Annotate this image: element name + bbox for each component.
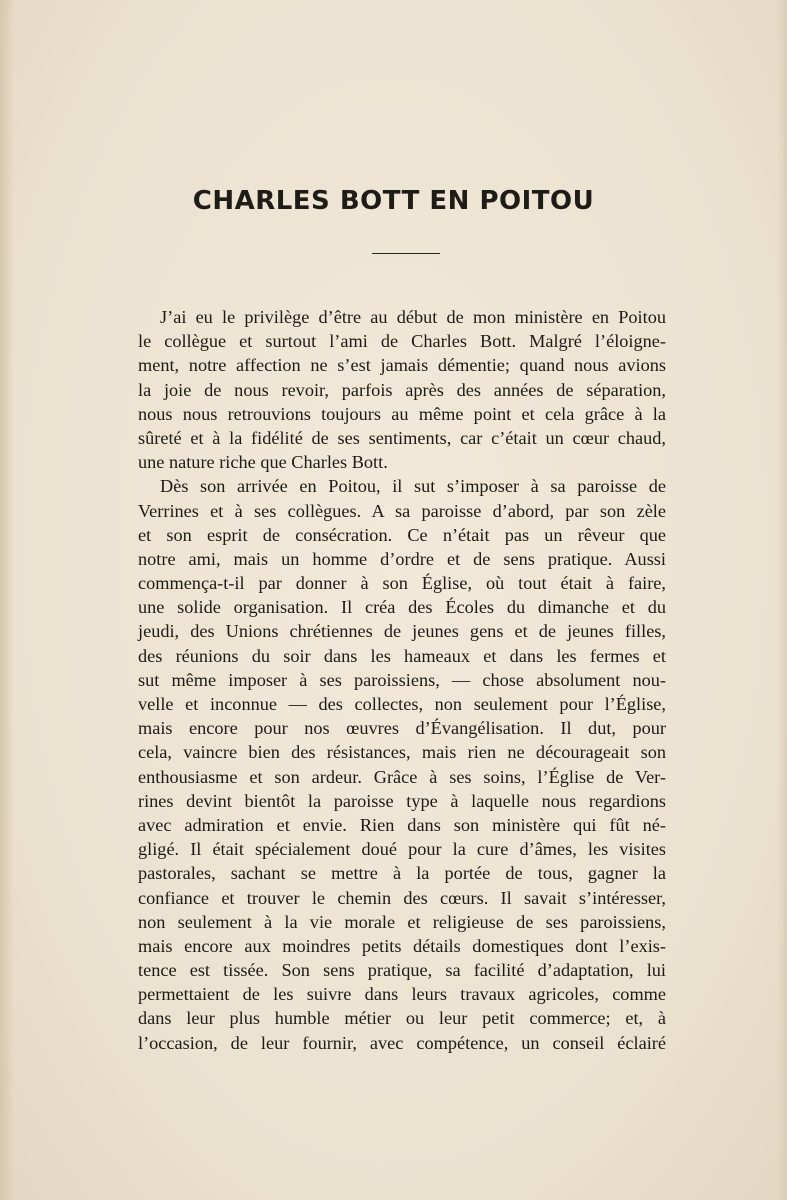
text-line: Dès son arrivée en Poitou, il sut s’imposer à sa paroisse de — [160, 476, 666, 497]
text-line: mais encore pour nos œuvres d’Évangélisation. Il dut, pour — [138, 718, 666, 739]
text-line: gligé. Il était spécialement doué pour la cure d’âmes, les visites — [138, 839, 666, 860]
text-line: la joie de nous revoir, parfois après des années de séparation, — [138, 379, 666, 400]
text-line: J’ai eu le privilège d’être au début de mon ministère en Poitou — [160, 307, 666, 327]
text-line: cela, vaincre bien des résistances, mais rien ne décourageait son — [138, 742, 666, 763]
text-line: le collègue et surtout l’ami de Charles Bott. Malgré l’éloigne- — [138, 331, 666, 352]
text-line: mais encore aux moindres petits détails domestiques dont l’exis- — [138, 935, 666, 956]
text-line: avec admiration et envie. Rien dans son ministère qui fût né- — [138, 814, 666, 835]
text-line: pastorales, sachant se mettre à la portée de tous, gagner la — [138, 863, 666, 884]
text-line: nous nous retrouvions toujours au même point et cela grâce à la — [138, 403, 666, 424]
title-divider — [372, 253, 440, 254]
text-line: notre ami, mais un homme d’ordre et de sens pratique. Aussi — [138, 548, 666, 569]
text-line: sut même imposer à ses paroissiens, — chose absolument nou- — [138, 669, 666, 690]
text-line: ment, notre affection ne s’est jamais démentie; quand nous avions — [138, 355, 666, 376]
text-line: sûreté et à la fidélité de ses sentiments, car c’était un cœur chaud, — [138, 427, 666, 448]
text-line: l’occasion, de leur fournir, avec compétence, un conseil éclairé — [138, 1032, 666, 1053]
text-line: des réunions du soir dans les hameaux et dans les fermes et — [138, 645, 666, 666]
paragraph-2 — [138, 474, 666, 1055]
text-line: tence est tissée. Son sens pratique, sa facilité d’adaptation, lui — [138, 960, 666, 981]
text-line: rines devint bientôt la paroisse type à laquelle nous regardions — [138, 790, 666, 811]
text-line: non seulement à la vie morale et religieuse de ses paroissiens, — [138, 911, 666, 932]
text-line: commença-t-il par donner à son Église, où tout était à faire, — [138, 573, 666, 594]
text-line: confiance et trouver le chemin des cœurs. Il savait s’intéresser, — [138, 887, 666, 908]
text-line: velle et inconnue — des collectes, non seulement pour l’Église, — [138, 694, 666, 714]
text-line: permettaient de les suivre dans leurs travaux agricoles, comme — [138, 984, 666, 1005]
text-line: et son esprit de consécration. Ce n’était pas un rêveur que — [138, 524, 666, 545]
text-line: Verrines et à ses collègues. A sa paroisse d’abord, par son zèle — [138, 500, 666, 521]
text-line: jeudi, des Unions chrétiennes de jeunes gens et de jeunes filles, — [138, 621, 666, 642]
page-title: CHARLES BOTT EN POITOU — [192, 186, 595, 216]
paragraph-1 — [138, 305, 666, 474]
body-text — [138, 305, 666, 1055]
page-edge-right — [777, 0, 787, 1200]
text-line: enthousiasme et son ardeur. Grâce à ses soins, l’Église de Ver- — [138, 766, 666, 787]
text-line: une nature riche que Charles Bott. — [138, 452, 388, 473]
text-line: dans leur plus humble métier ou leur petit commerce; et, à — [138, 1008, 666, 1029]
page-edge-left — [0, 0, 14, 1200]
text-line: une solide organisation. Il créa des Écoles du dimanche et du — [138, 597, 666, 618]
